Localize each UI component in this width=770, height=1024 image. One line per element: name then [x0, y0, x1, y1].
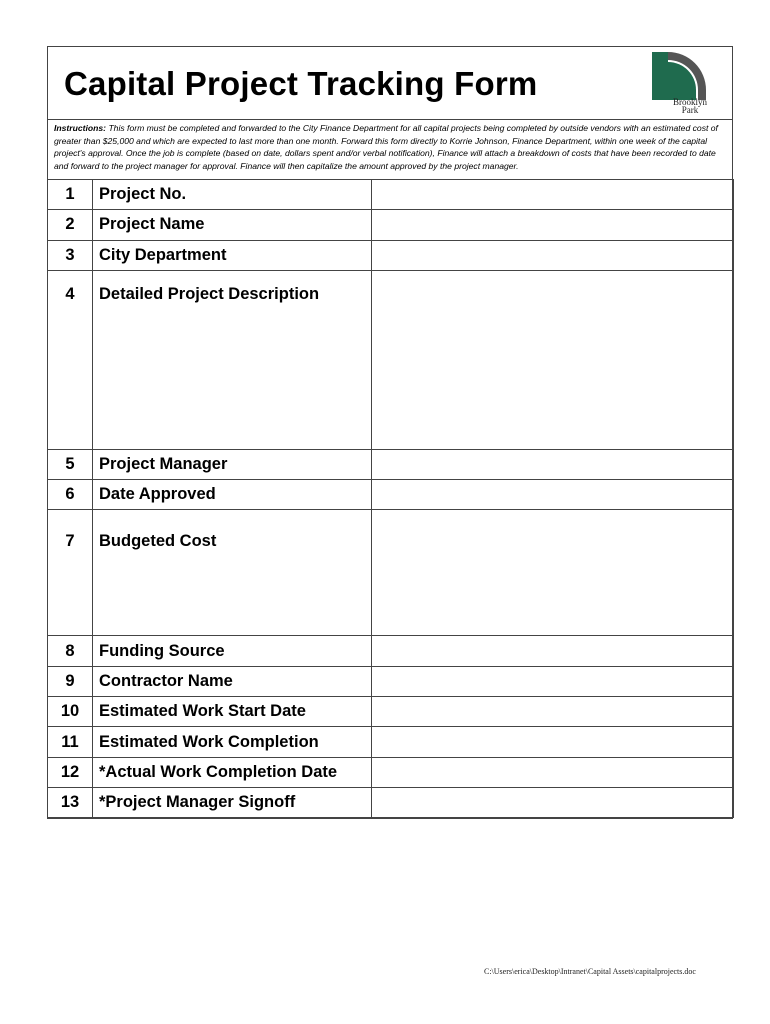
form-row-actual-completion-date	[48, 757, 734, 787]
row-label: Contractor Name	[93, 666, 372, 696]
row-label: Estimated Work Completion	[93, 727, 372, 757]
instructions-block	[48, 119, 732, 179]
project-name-field[interactable]	[372, 210, 734, 240]
row-number: 10	[48, 697, 93, 727]
row-number: 5	[48, 449, 93, 479]
city-logo-icon	[652, 52, 706, 100]
project-manager-field[interactable]	[372, 449, 734, 479]
file-path-footer: C:\Users\erica\Desktop\Intranet\Capital Assets\capitalprojects.doc	[484, 967, 696, 976]
logo-line-2: Park	[681, 105, 699, 115]
row-label: Estimated Work Start Date	[93, 697, 372, 727]
work-start-date-field[interactable]	[372, 697, 734, 727]
actual-completion-date-field[interactable]	[372, 757, 734, 787]
city-logo	[652, 52, 706, 116]
form-header	[48, 47, 732, 119]
form-row-manager-signoff	[48, 787, 734, 817]
form-title: Capital Project Tracking Form	[64, 65, 538, 102]
row-number: 2	[48, 210, 93, 240]
row-label: Project Manager	[93, 449, 372, 479]
date-approved-field[interactable]	[372, 480, 734, 510]
contractor-name-field[interactable]	[372, 666, 734, 696]
row-label: *Project Manager Signoff	[93, 787, 372, 817]
logo-wordmark	[670, 98, 710, 114]
row-number: 7	[48, 510, 93, 636]
row-number: 1	[48, 180, 93, 210]
row-number: 8	[48, 636, 93, 666]
row-label: Date Approved	[93, 480, 372, 510]
row-number: 11	[48, 727, 93, 757]
form-row-project-manager	[48, 449, 734, 479]
row-number: 6	[48, 480, 93, 510]
funding-source-field[interactable]	[372, 636, 734, 666]
row-number: 12	[48, 757, 93, 787]
form-row-project-no	[48, 180, 734, 210]
row-number: 9	[48, 666, 93, 696]
form-row-city-department	[48, 240, 734, 270]
row-label: Project Name	[93, 210, 372, 240]
city-department-field[interactable]	[372, 240, 734, 270]
row-number: 13	[48, 787, 93, 817]
budgeted-cost-field[interactable]	[372, 510, 734, 636]
row-label: Project No.	[93, 180, 372, 210]
work-completion-field[interactable]	[372, 727, 734, 757]
logo-line-1: Brooklyn	[672, 97, 707, 107]
row-label: Budgeted Cost	[93, 510, 372, 636]
form-row-contractor-name	[48, 666, 734, 696]
form-row-funding-source	[48, 636, 734, 666]
form-table	[47, 179, 734, 818]
row-label: *Actual Work Completion Date	[93, 757, 372, 787]
instructions-label: Instructions:	[54, 123, 107, 133]
form-row-date-approved	[48, 480, 734, 510]
form-row-project-name	[48, 210, 734, 240]
instructions-text: This form must be completed and forwarded to the City Finance Department for all capital projects being completed by outside vendors with an estimated cost of greater than $25,000 and which are expected to last more than one month. Forward this form directly to Korrie Johnson, Finance Department, within one week of the capital project's approval. Once the job is complete (based on date, dollars spent and/or verbal notification), Finance will attach a breakdown of costs that have been recorded to date and forward to the project manager for approval. Finance will then capitalize the amount approved by the project manager.	[54, 123, 718, 172]
row-label: City Department	[93, 240, 372, 270]
form-row-budgeted-cost	[48, 510, 734, 636]
project-no-field[interactable]	[372, 180, 734, 210]
form-row-project-description	[48, 270, 734, 449]
row-number: 3	[48, 240, 93, 270]
manager-signoff-field[interactable]	[372, 787, 734, 817]
form-frame	[47, 46, 733, 819]
row-number: 4	[48, 270, 93, 449]
project-description-field[interactable]	[372, 270, 734, 449]
row-label: Detailed Project Description	[93, 270, 372, 449]
row-label: Funding Source	[93, 636, 372, 666]
form-row-work-completion	[48, 727, 734, 757]
form-row-work-start-date	[48, 697, 734, 727]
